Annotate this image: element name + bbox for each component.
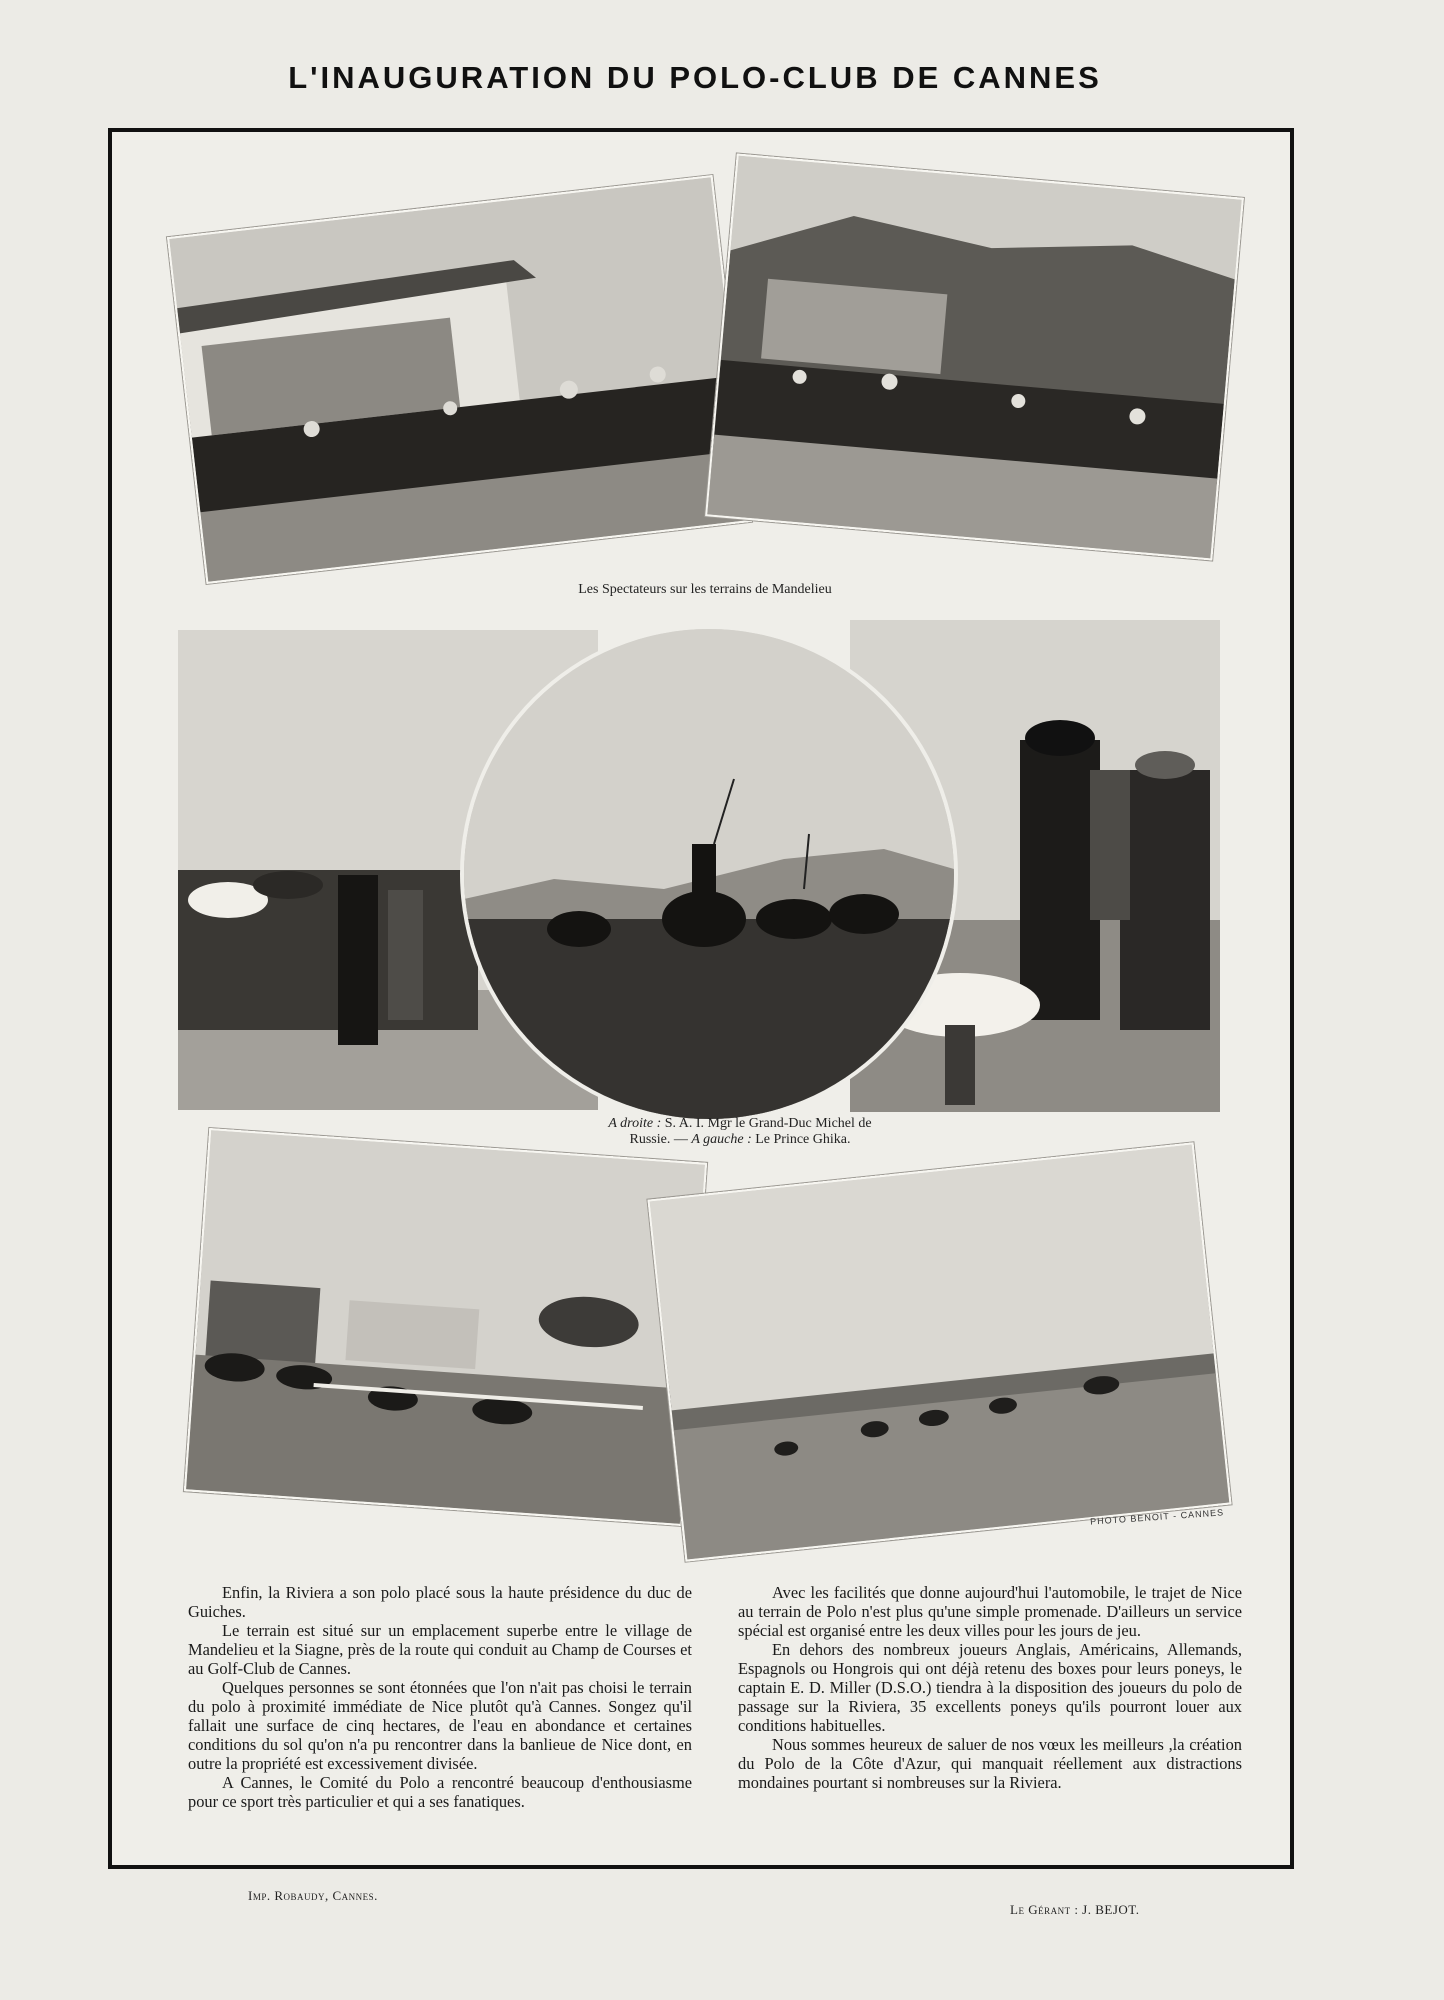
article-paragraph: Le terrain est situé sur un emplacement superbe entre le village de Mandelieu et la Siagne, près de la route qui conduit au Champ de Courses et au Golf-Club de Cannes. [188, 1621, 692, 1678]
article-paragraph: Nous sommes heureux de saluer de nos vœux les meilleurs ,la création du Polo de la Côte d'Azur, qui manquait réellement aux distractions mondaines pourtant si nombreuses sur la Riviera. [738, 1735, 1242, 1792]
article-paragraph: Enfin, la Riviera a son polo placé sous la haute présidence du duc de Guiches. [188, 1583, 692, 1621]
photo-stables-horses [184, 1128, 707, 1526]
caption-spectators: Les Spectateurs sur les terrains de Mandelieu [578, 582, 832, 597]
article-paragraph: Quelques personnes se sont étonnées que l'on n'ait pas choisi le terrain du polo à proximité immédiate de Nice plutôt qu'à Cannes. Songez qu'il fallait une surface de cinq hectares, de l'eau en abondance et certaines conditions du sol qu'on n'a pu rencontrer dans la banlieue de Nice dont, en outre la propriété est excessivement divisée. [188, 1678, 692, 1773]
article-paragraph: Avec les facilités que donne aujourd'hui l'automobile, le trajet de Nice au terrain de Polo n'est plus qu'une simple promenade. D'ailleurs un service spécial est organisé entre les deux villes pour les jours de jeu. [738, 1583, 1242, 1640]
caption-label-right: A droite : [608, 1116, 662, 1131]
article-column-right [738, 1583, 1242, 1792]
page-title: L'INAUGURATION DU POLO-CLUB DE CANNES [288, 60, 1102, 95]
caption-middle [560, 1116, 920, 1148]
article-column-left [188, 1583, 692, 1811]
caption-label-left: A gauche : [691, 1132, 752, 1147]
footer-gerant: Le Gérant : J. BEJOT. [1010, 1902, 1140, 1917]
photo-spectators-hillside [705, 154, 1244, 561]
article-paragraph: En dehors des nombreux joueurs Anglais, Américains, Allemands, Espagnols ou Hongrois qui ont déjà retenu des boxes pour leurs poneys, le captain E. D. Miller (D.S.O.) tiendra à la disposition des joueurs du polo de passage sur la Riviera, 35 excellents poneys qu'ils pourront louer aux conditions habituelles. [738, 1640, 1242, 1735]
photo-credit: PHOTO BENOIT - CANNES [1089, 1507, 1225, 1527]
photo-pavilion-spectators [167, 175, 752, 584]
article-paragraph: A Cannes, le Comité du Polo a rencontré beaucoup d'enthousiasme pour ce sport très particulier et qui a ses fanatiques. [188, 1773, 692, 1811]
caption-text-right: S. A. I. Mgr le Grand-Duc Michel de [664, 1116, 872, 1131]
caption-middle-line2 [560, 1132, 920, 1148]
photo-polo-match-round [460, 625, 958, 1123]
caption-middle-line1 [560, 1116, 920, 1132]
photo-polo-field-wide [647, 1142, 1231, 1561]
caption-text-left: Le Prince Ghika. [755, 1132, 851, 1147]
footer-printer: Imp. Robaudy, Cannes. [248, 1888, 378, 1903]
caption-text-russie: Russie. — [629, 1132, 688, 1147]
